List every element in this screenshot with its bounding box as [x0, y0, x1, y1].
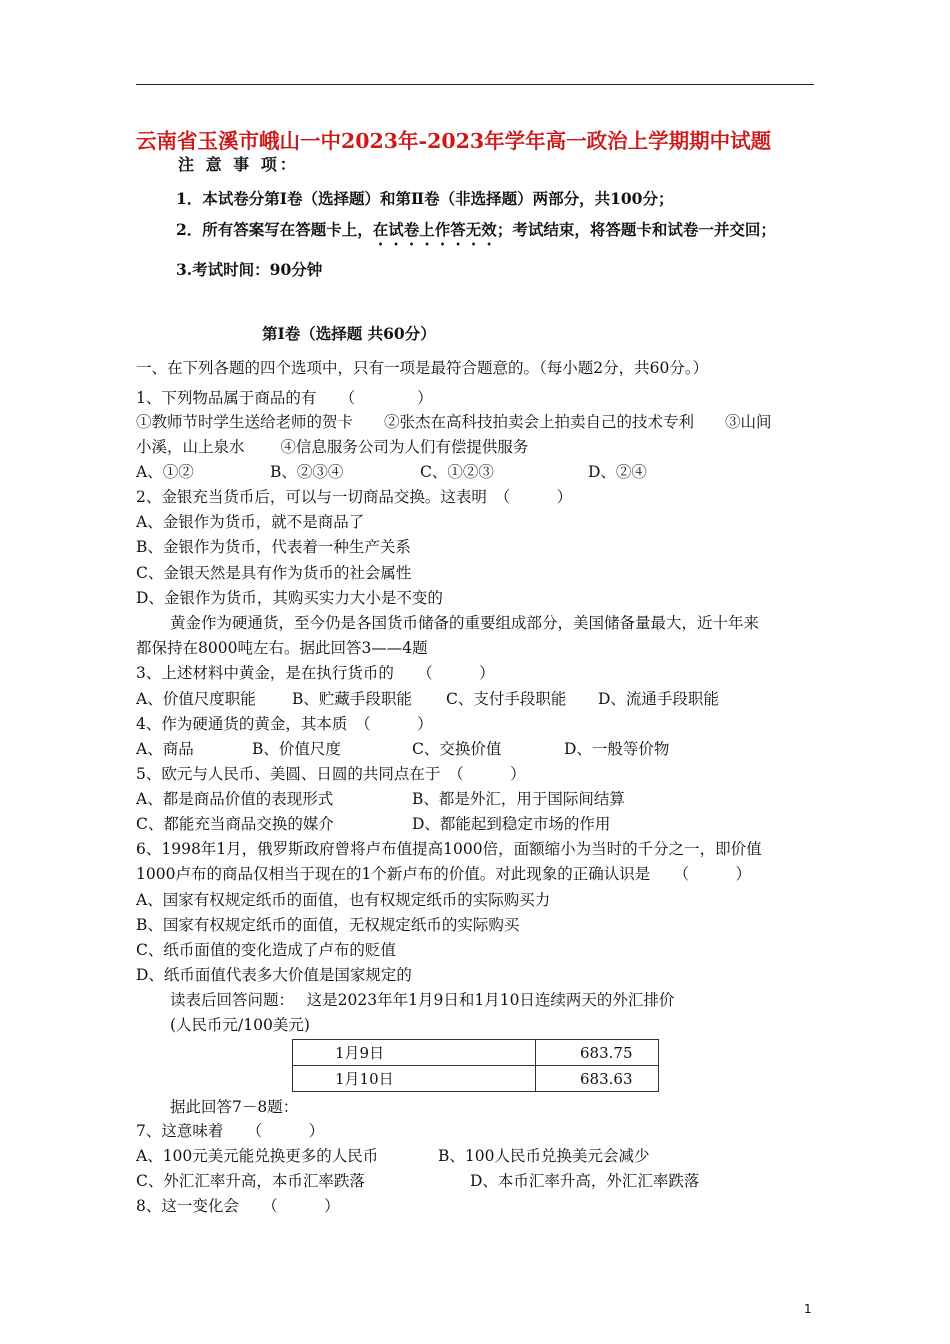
q3-option-a: A、价值尺度职能	[136, 690, 256, 708]
q5-stem: 5、欧元与人民币、美圆、日圆的共同点在于 （ ）	[136, 765, 526, 783]
q6-option-b: B、国家有权规定纸币的面值，无权规定纸币的实际购买	[136, 916, 520, 934]
q4-option-a: A、商品	[136, 740, 194, 758]
q6-stem-line1: 6、1998年1月，俄罗斯政府曾将卢布值提高1000倍，面额缩小为当时的千分之一，即价值	[136, 840, 762, 858]
q7-stem: 7、这意味着 （ ）	[136, 1122, 325, 1140]
q6-option-a: A、国家有权规定纸币的面值，也有权规定纸币的实际购买力	[136, 891, 551, 909]
notice-item-2-emphasis: 在试卷上作答无效	[372, 220, 497, 239]
q3-option-d: D、流通手段职能	[598, 690, 719, 708]
table-intro-line2: (人民币元/100美元)	[170, 1016, 310, 1034]
q2-option-c: C、金银天然是具有作为货币的社会属性	[136, 564, 412, 582]
q1-items-line2: 小溪，山上泉水 ④信息服务公司为人们有偿提供服务	[136, 438, 529, 456]
q5-option-b: B、都是外汇，用于国际间结算	[412, 790, 625, 808]
notice-item-1: 1．本试卷分第Ⅰ卷（选择题）和第Ⅱ卷（非选择题）两部分，共100分；	[176, 189, 674, 208]
section-instruction: 一、在下列各题的四个选项中，只有一项是最符合题意的。（每小题2分，共60分。）	[136, 359, 709, 377]
table-row	[293, 1066, 659, 1092]
rate-value-cell: 683.75	[536, 1040, 659, 1066]
notice-item-3: 3.考试时间：90分钟	[176, 260, 323, 279]
q2-option-b: B、金银作为货币，代表着一种生产关系	[136, 538, 411, 556]
q7-option-a: A、100元美元能兑换更多的人民币	[136, 1147, 379, 1165]
q1-option-d: D、②④	[588, 463, 647, 481]
notice-item-2-post: ；考试结束，将答题卡和试卷一并交回；	[496, 220, 776, 239]
q1-items-line1: ①教师节时学生送给老师的贺卡 ②张杰在高科技拍卖会上拍卖自己的技术专利 ③山间	[136, 413, 772, 431]
q4-option-d: D、一般等价物	[564, 740, 670, 758]
material-gold-line1: 黄金作为硬通货，至今仍是各国货币储备的重要组成部分，美国储备量最大，近十年来	[170, 614, 760, 632]
q8-stem: 8、这一变化会 （ ）	[136, 1197, 340, 1215]
q2-option-a: A、金银作为货币，就不是商品了	[136, 513, 365, 531]
q1-option-c: C、①②③	[420, 463, 494, 481]
page-number: 1	[804, 1302, 812, 1316]
q4-stem: 4、作为硬通货的黄金，其本质 （ ）	[136, 715, 433, 733]
exchange-rate-table	[292, 1039, 659, 1092]
q1-option-a: A、①②	[136, 463, 194, 481]
q1-option-b: B、②③④	[270, 463, 344, 481]
rate-date-cell: 1月10日	[293, 1066, 536, 1092]
q2-option-d: D、金银作为货币，其购买实力大小是不变的	[136, 589, 443, 607]
q7-option-d: D、本币汇率升高，外汇汇率跌落	[470, 1172, 700, 1190]
table-intro-line1: 读表后回答问题： 这是2023年年1月9日和1月10日连续两天的外汇排价	[170, 991, 675, 1009]
q3-option-c: C、支付手段职能	[446, 690, 567, 708]
q4-option-c: C、交换价值	[412, 740, 502, 758]
q2-stem: 2、金银充当货币后，可以与一切商品交换。这表明 （ ）	[136, 488, 573, 506]
q6-option-c: C、纸币面值的变化造成了卢布的贬值	[136, 941, 396, 959]
notice-item-2-pre: 2．所有答案写在答题卡上，	[176, 220, 373, 239]
exam-title: 云南省玉溪市峨山一中2023年-2023年学年高一政治上学期期中试题	[136, 129, 772, 153]
notice-item-2	[176, 218, 776, 249]
q3-stem: 3、上述材料中黄金，是在执行货币的 （ ）	[136, 664, 495, 682]
header-rule	[136, 84, 814, 85]
q5-option-d: D、都能起到稳定市场的作用	[412, 815, 611, 833]
rate-value-cell: 683.63	[536, 1066, 659, 1092]
q7-option-c: C、外汇汇率升高，本币汇率跌落	[136, 1172, 365, 1190]
q6-stem-line2: 1000卢布的商品仅相当于现在的1个新卢布的价值。对此现象的正确认识是 （ ）	[136, 865, 752, 883]
notice-heading: 注 意 事 项：	[178, 155, 299, 174]
answer-hint: 据此回答7－8题：	[170, 1098, 299, 1116]
q1-stem: 1、下列物品属于商品的有 （ ）	[136, 389, 433, 407]
q7-option-b: B、100人民币兑换美元会减少	[438, 1147, 650, 1165]
q4-option-b: B、价值尺度	[252, 740, 341, 758]
table-row	[293, 1040, 659, 1066]
material-gold-line2: 都保持在8000吨左右。据此回答3——4题	[136, 639, 428, 657]
section-title: 第Ⅰ卷（选择题 共60分）	[262, 324, 436, 343]
q3-option-b: B、贮藏手段职能	[292, 690, 412, 708]
rate-date-cell: 1月9日	[293, 1040, 536, 1066]
q6-option-d: D、纸币面值代表多大价值是国家规定的	[136, 966, 412, 984]
q5-option-c: C、都能充当商品交换的媒介	[136, 815, 334, 833]
q5-option-a: A、都是商品价值的表现形式	[136, 790, 334, 808]
